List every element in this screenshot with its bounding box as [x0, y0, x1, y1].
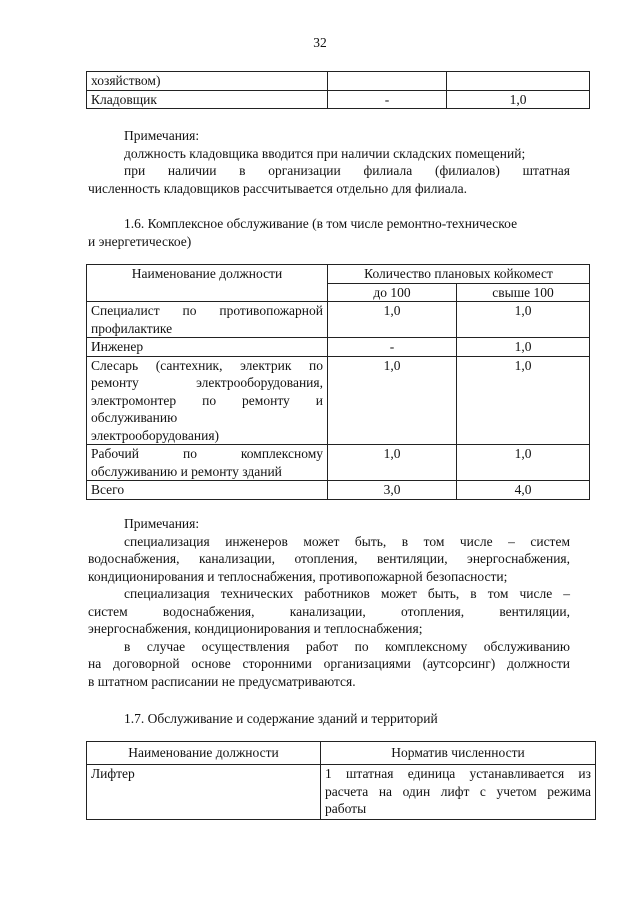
section-heading-1-6	[88, 215, 570, 250]
note-text: численность кладовщиков рассчитывается отдельно для филиала.	[88, 180, 467, 196]
table-cell: Всего	[87, 481, 328, 500]
table-cell: Рабочий по комплексному обслуживанию и ремонту зданий	[87, 445, 328, 481]
note-text: должность кладовщика вводится при наличии складских помещений;	[124, 145, 526, 161]
note-text: специализация инженеров может быть, в том числе – систем	[124, 533, 570, 549]
table-cell: хозяйством)	[87, 72, 328, 91]
header-cell: Наименование должности	[87, 265, 328, 302]
table-cell: 1,0	[447, 90, 590, 109]
table-row	[87, 481, 590, 500]
table-row	[87, 90, 590, 109]
table-cell: 1,0	[328, 356, 457, 445]
note-text: энергоснабжения, кондиционирования и теплоснабжения;	[88, 621, 423, 636]
table-header-row	[87, 742, 596, 765]
header-cell: свыше 100	[457, 283, 590, 302]
table-row	[87, 338, 590, 357]
note-text: в случае осуществления работ по комплексному обслуживанию	[124, 638, 570, 654]
section-heading-line: 1.7. Обслуживание и содержание зданий и территорий	[124, 711, 438, 726]
table-cell: -	[328, 338, 457, 357]
table-cell	[447, 72, 590, 91]
table-1-7	[86, 741, 596, 820]
section-heading-line: 1.6. Комплексное обслуживание (в том числе ремонтно-техническое	[124, 216, 518, 231]
table-cell: -	[328, 90, 447, 109]
notes-title: Примечания:	[124, 128, 200, 143]
notes-block-2	[88, 515, 570, 690]
table-row	[87, 445, 590, 481]
table-cell: Специалист по противопожарной профилактике	[87, 302, 328, 338]
table-cell: 1,0	[457, 445, 590, 481]
section-heading-line: и энергетическое)	[88, 233, 192, 249]
header-cell: Норматив численности	[321, 742, 596, 765]
table-row	[87, 356, 590, 445]
section-heading-1-7	[88, 710, 570, 728]
header-cell: до 100	[328, 283, 457, 302]
table-row	[87, 302, 590, 338]
table-cell	[328, 72, 447, 91]
note-text: специализация технических работников может быть, в том числе –	[124, 586, 570, 601]
table-cell: 4,0	[457, 481, 590, 500]
table-cell: Кладовщик	[87, 90, 328, 109]
note-text: на договорной основе сторонними организациями (аутсорсинг) должности	[88, 656, 570, 671]
table-cell: Инженер	[87, 338, 328, 357]
table-cell: Лифтер	[87, 765, 321, 820]
notes-title: Примечания:	[124, 516, 200, 531]
table-cell: Слесарь (сантехник, электрик по ремонту электрооборудования, электромонтер по ремонту и обслуживанию электрооборудования)	[87, 356, 328, 445]
note-text: кондиционирования и теплоснабжения, противопожарной безопасности;	[88, 568, 508, 584]
table-cell: 3,0	[328, 481, 457, 500]
note-text: в штатном расписании не предусматриваются.	[88, 673, 356, 689]
table-cell: 1,0	[457, 338, 590, 357]
table-cell: 1,0	[457, 356, 590, 445]
header-cell: Наименование должности	[87, 742, 321, 765]
note-text: систем водоснабжения, канализации, отопления, вентиляции,	[88, 603, 570, 619]
table-cell: 1,0	[328, 302, 457, 338]
table-1-6	[86, 264, 590, 500]
table-cell: 1,0	[328, 445, 457, 481]
page-number: 32	[313, 35, 327, 50]
note-text: водоснабжения, канализации, отопления, вентиляции, энергоснабжения,	[88, 551, 570, 566]
table-row	[87, 72, 590, 91]
header-cell: Количество плановых койкомест	[328, 265, 590, 284]
table-row	[87, 765, 596, 820]
table-cell: 1,0	[457, 302, 590, 338]
table-top	[86, 71, 590, 109]
table-cell: 1 штатная единица устанавливается из расчета на один лифт с учетом режима работы	[321, 765, 596, 820]
notes-block-1	[88, 127, 570, 197]
note-text: при наличии в организации филиала (филиалов) штатная	[124, 163, 570, 178]
table-header-row	[87, 265, 590, 284]
